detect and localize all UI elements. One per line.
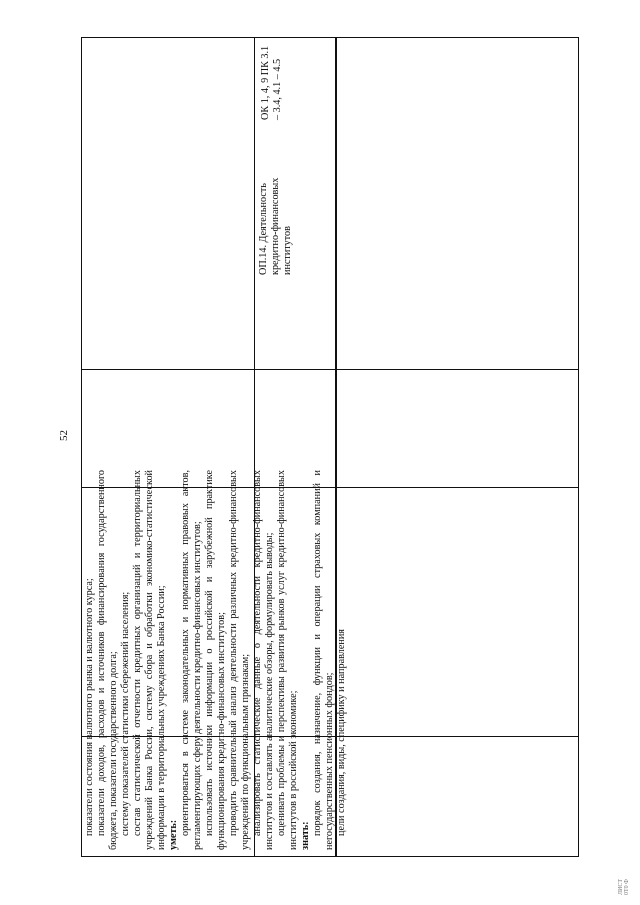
footer-stamp: ЛИСТ 0Т0 Ф <box>618 878 630 895</box>
content-line: систему показателей статистики сбережений населения; <box>120 591 131 836</box>
content-cell <box>84 470 347 850</box>
competency-codes: ОК 1, 4, 9 ПК 3.1 – 3.4, 4.1 – 4.5 <box>260 45 283 120</box>
competencies-cell <box>260 40 320 120</box>
content-line: анализировать статистические данные о деятельности кредитно-финансовых институтов и составлять аналитические обзоры, формулировать выводы; <box>252 470 275 850</box>
section-label: знать: <box>300 821 311 850</box>
content-line: порядок создания, назначение, функции и операции страховых компаний и негосударственных пенсионных фондов; <box>312 470 335 850</box>
content-line: проводить сравнительный анализ деятельности различных кредитно-финансовых учреждений по функциональным признакам; <box>228 470 251 850</box>
content-line: ориентироваться в системе законодательных и нормативных правовых актов, регламентирующих сферу деятельности кредитно-финансовых институтов; <box>180 470 203 850</box>
content-lines <box>84 470 348 850</box>
content-line: показатели состояния валютного рынка и валютного курса; <box>84 578 95 836</box>
content-line: показатели доходов, расходов и источников финансирования государственного бюджета, показатели государственного долга; <box>96 470 119 850</box>
page-number: 52 <box>58 430 70 441</box>
discipline-name: ОП.14. Деятельность кредитно-финансовых институтов <box>258 177 293 275</box>
discipline-cell <box>258 149 322 275</box>
section-label: уметь: <box>168 819 179 850</box>
content-line: состав статистической отчетности кредитных организаций и территориальных учреждений Банка России, систему сбора и обработки экономико-статистической информации в территориальных учреждениях Банка России; <box>132 470 167 850</box>
content-line: цели создания, виды, специфику и направления <box>336 629 347 836</box>
content-line: оценивать проблемы и перспективы развития рынков услуг кредитно-финансовых институтов в российской экономике; <box>276 470 299 850</box>
content-line: использовать источники информации о российской и зарубежной практике функционирования кредитно-финансовых институтов; <box>204 470 227 850</box>
